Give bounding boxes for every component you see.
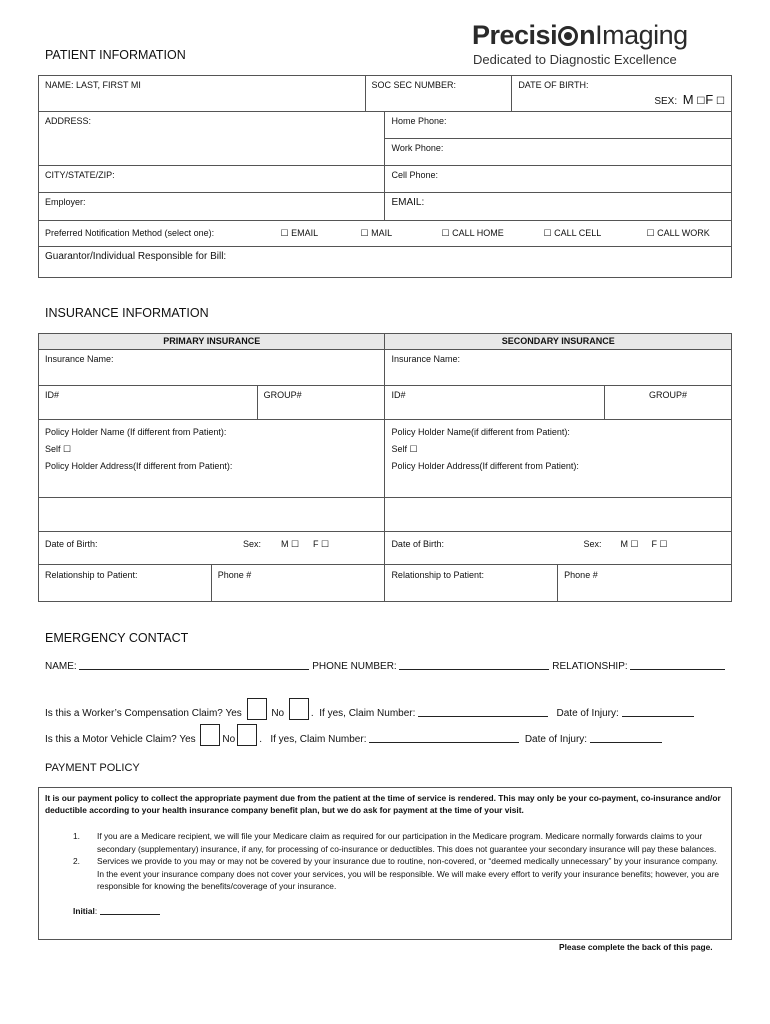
primary-insurance-name-label: Insurance Name: <box>45 354 114 364</box>
initial-row: Initial: <box>73 905 725 916</box>
ssn-label: SOC SEC NUMBER: <box>371 80 457 90</box>
work-phone-label: Work Phone: <box>391 143 444 153</box>
workers-comp-claim-label: If yes, Claim Number: <box>319 708 416 719</box>
insurance-info-table <box>38 333 732 602</box>
secondary-relationship-field[interactable] <box>385 565 558 602</box>
notify-email-option[interactable]: ☐ EMAIL <box>280 228 319 238</box>
patient-info-table <box>38 75 732 278</box>
secondary-insurance-name-field[interactable] <box>385 350 732 386</box>
address-field[interactable] <box>39 112 385 166</box>
primary-holder-label: Policy Holder Name (If different from Patient): <box>45 427 227 437</box>
sex-m-label: M <box>682 92 694 107</box>
secondary-sex-label: Sex: <box>583 539 602 549</box>
primary-relationship-field[interactable] <box>39 565 212 602</box>
logo-text-light: Imaging <box>595 20 688 50</box>
secondary-policy-holder-field[interactable] <box>385 420 732 498</box>
primary-phone-field[interactable] <box>211 565 385 602</box>
city-label: CITY/STATE/ZIP: <box>45 170 115 180</box>
home-phone-field[interactable] <box>385 112 732 139</box>
primary-dob-label: Date of Birth: <box>45 539 98 549</box>
emergency-relationship-input[interactable] <box>630 660 725 670</box>
initial-label: Initial <box>73 905 95 916</box>
footer-note: Please complete the back of this page. <box>559 942 713 952</box>
workers-comp-question: Is this a Worker’s Compensation Claim? Yes <box>45 708 242 719</box>
address-label: ADDRESS: <box>45 116 92 126</box>
ssn-field[interactable] <box>365 76 512 112</box>
primary-self-checkbox[interactable]: Self ☐ <box>45 444 72 454</box>
cell-phone-field[interactable] <box>385 166 732 193</box>
secondary-id-label: ID# <box>391 390 406 400</box>
motor-vehicle-injury-input[interactable] <box>590 733 662 743</box>
period-text: . <box>259 734 262 745</box>
workers-comp-row <box>45 698 745 720</box>
secondary-id-field[interactable] <box>385 386 605 420</box>
primary-id-field[interactable] <box>39 386 258 420</box>
payment-policy-list <box>45 830 725 893</box>
dob-label: DATE OF BIRTH: <box>518 80 589 90</box>
cell-phone-label: Cell Phone: <box>391 170 439 180</box>
payment-section-title: PAYMENT POLICY <box>45 762 140 774</box>
email-field[interactable] <box>385 193 732 221</box>
emergency-contact-row <box>45 660 725 672</box>
primary-phone-label: Phone # <box>217 570 252 580</box>
primary-address-continued-field[interactable] <box>39 498 385 532</box>
city-state-zip-field[interactable] <box>39 166 385 193</box>
brand-logo <box>472 20 688 51</box>
workers-comp-no-checkbox[interactable] <box>289 698 309 720</box>
workers-comp-injury-label: Date of Injury: <box>556 708 619 719</box>
home-phone-label: Home Phone: <box>391 116 447 126</box>
policy-item <box>73 830 725 855</box>
sex-f-label: F <box>705 92 714 107</box>
secondary-group-label: GROUP# <box>648 390 687 400</box>
policy-item-text: Services we provide to you may or may not be covered by your insurance due to routine, non-covered, or “deemed medically unnecessary” by your insurance company. In the event your insurance company does not cover your services, you will be responsible. We will make every effort to verify your insurance benefits; however, you are responsible for knowing the benefits/coverage of your insurance. <box>97 856 720 891</box>
secondary-dob-label: Date of Birth: <box>391 539 444 549</box>
dob-field[interactable] <box>512 76 732 112</box>
secondary-holder-address-label: Policy Holder Address(If different from Patient): <box>391 461 579 471</box>
logo-target-icon <box>558 26 578 46</box>
work-phone-field[interactable] <box>385 139 732 166</box>
primary-relationship-label: Relationship to Patient: <box>45 570 138 580</box>
sex-label: SEX: <box>654 96 678 107</box>
sex-selector <box>518 92 725 107</box>
sex-m-checkbox[interactable]: ☐ <box>696 96 706 107</box>
patient-section-title: PATIENT INFORMATION <box>45 48 186 62</box>
primary-holder-address-label: Policy Holder Address(If different from Patient): <box>45 461 233 471</box>
primary-policy-holder-field[interactable] <box>39 420 385 498</box>
secondary-sex-f-checkbox[interactable]: F ☐ <box>651 539 668 549</box>
primary-group-label: GROUP# <box>263 390 302 400</box>
emergency-section-title: EMERGENCY CONTACT <box>45 631 189 645</box>
primary-id-label: ID# <box>45 390 60 400</box>
workers-comp-injury-input[interactable] <box>622 707 694 717</box>
primary-insurance-header: PRIMARY INSURANCE <box>39 334 385 350</box>
secondary-phone-label: Phone # <box>564 570 598 580</box>
notify-mail-option[interactable]: ☐ MAIL <box>360 228 393 238</box>
motor-vehicle-claim-input[interactable] <box>369 733 519 743</box>
emergency-phone-label: PHONE NUMBER: <box>312 661 397 672</box>
notify-call-work-option[interactable]: ☐ CALL WORK <box>646 228 710 238</box>
emergency-name-input[interactable] <box>79 660 309 670</box>
primary-dob-row[interactable] <box>39 532 385 565</box>
period-text: . <box>310 708 314 719</box>
employer-label: Employer: <box>45 197 86 207</box>
emergency-name-label: NAME: <box>45 661 77 672</box>
secondary-self-checkbox[interactable]: Self ☐ <box>391 444 418 454</box>
primary-sex-f-checkbox[interactable]: F ☐ <box>313 539 330 549</box>
secondary-phone-field[interactable] <box>558 565 732 602</box>
logo-tagline: Dedicated to Diagnostic Excellence <box>473 52 677 67</box>
notify-call-home-option[interactable]: ☐ CALL HOME <box>441 228 504 238</box>
secondary-relationship-label: Relationship to Patient: <box>391 570 484 580</box>
workers-comp-claim-input[interactable] <box>418 707 548 717</box>
workers-comp-no-label: No <box>271 708 285 719</box>
policy-item-number: 1. <box>73 831 80 841</box>
secondary-insurance-header: SECONDARY INSURANCE <box>385 334 732 350</box>
emergency-relationship-label: RELATIONSHIP: <box>552 661 628 672</box>
policy-item-number: 2. <box>73 856 80 866</box>
sex-f-checkbox[interactable]: ☐ <box>716 96 725 107</box>
motor-vehicle-no-checkbox[interactable] <box>237 724 257 746</box>
policy-item <box>73 855 725 893</box>
guarantor-label: Guarantor/Individual Responsible for Bill: <box>45 251 227 262</box>
motor-vehicle-question: Is this a Motor Vehicle Claim? Yes <box>45 734 196 745</box>
secondary-insurance-name-label: Insurance Name: <box>391 354 460 364</box>
notification-method-row <box>39 221 732 247</box>
motor-vehicle-injury-label: Date of Injury: <box>524 734 588 745</box>
secondary-holder-label: Policy Holder Name(if different from Patient): <box>391 427 570 437</box>
workers-comp-yes-checkbox[interactable] <box>247 698 267 720</box>
logo-text-bold-end: n <box>579 20 596 50</box>
name-field[interactable] <box>39 76 366 112</box>
motor-vehicle-no-label: No <box>222 734 236 745</box>
payment-intro: It is our payment policy to collect the appropriate payment due from the patient at the time of service is rendered. This may only be your co-payment, co-insurance and/or deductible according to your health insurance company benefit plan, but we do ask for payment at the time of your visit. <box>45 793 721 815</box>
secondary-address-continued-field[interactable] <box>385 498 732 532</box>
employer-field[interactable] <box>39 193 385 221</box>
emergency-phone-input[interactable] <box>399 660 549 670</box>
notify-call-cell-option[interactable]: ☐ CALL CELL <box>543 228 602 238</box>
insurance-section-title: INSURANCE INFORMATION <box>45 306 209 320</box>
guarantor-field[interactable] <box>39 247 732 278</box>
primary-sex-m-checkbox[interactable]: M ☐ <box>281 539 300 549</box>
policy-item-text: If you are a Medicare recipient, we will file your Medicare claim as required for our participation in the Medicare program. Medicare normally forwards claims to your secondary (supplementary) insurance, if any, for processing of co-insurance or deductibles. This does not guarantee your secondary insurance will pay these balances. <box>97 831 717 854</box>
secondary-sex-m-checkbox[interactable]: M ☐ <box>620 539 639 549</box>
name-label: NAME: LAST, FIRST MI <box>45 80 141 90</box>
email-label: EMAIL: <box>391 197 425 208</box>
motor-vehicle-yes-checkbox[interactable] <box>200 724 220 746</box>
secondary-group-field[interactable] <box>605 386 732 420</box>
notification-label: Preferred Notification Method (select one): <box>45 228 215 238</box>
primary-insurance-name-field[interactable] <box>39 350 385 386</box>
primary-sex-label: Sex: <box>243 539 262 549</box>
logo-text-bold: Precisi <box>472 20 558 50</box>
payment-policy-box <box>38 787 732 940</box>
secondary-dob-row[interactable] <box>385 532 732 565</box>
motor-vehicle-row <box>45 724 745 746</box>
initial-input[interactable] <box>100 905 160 915</box>
motor-vehicle-claim-label: If yes, Claim Number: <box>270 734 367 745</box>
primary-group-field[interactable] <box>257 386 385 420</box>
